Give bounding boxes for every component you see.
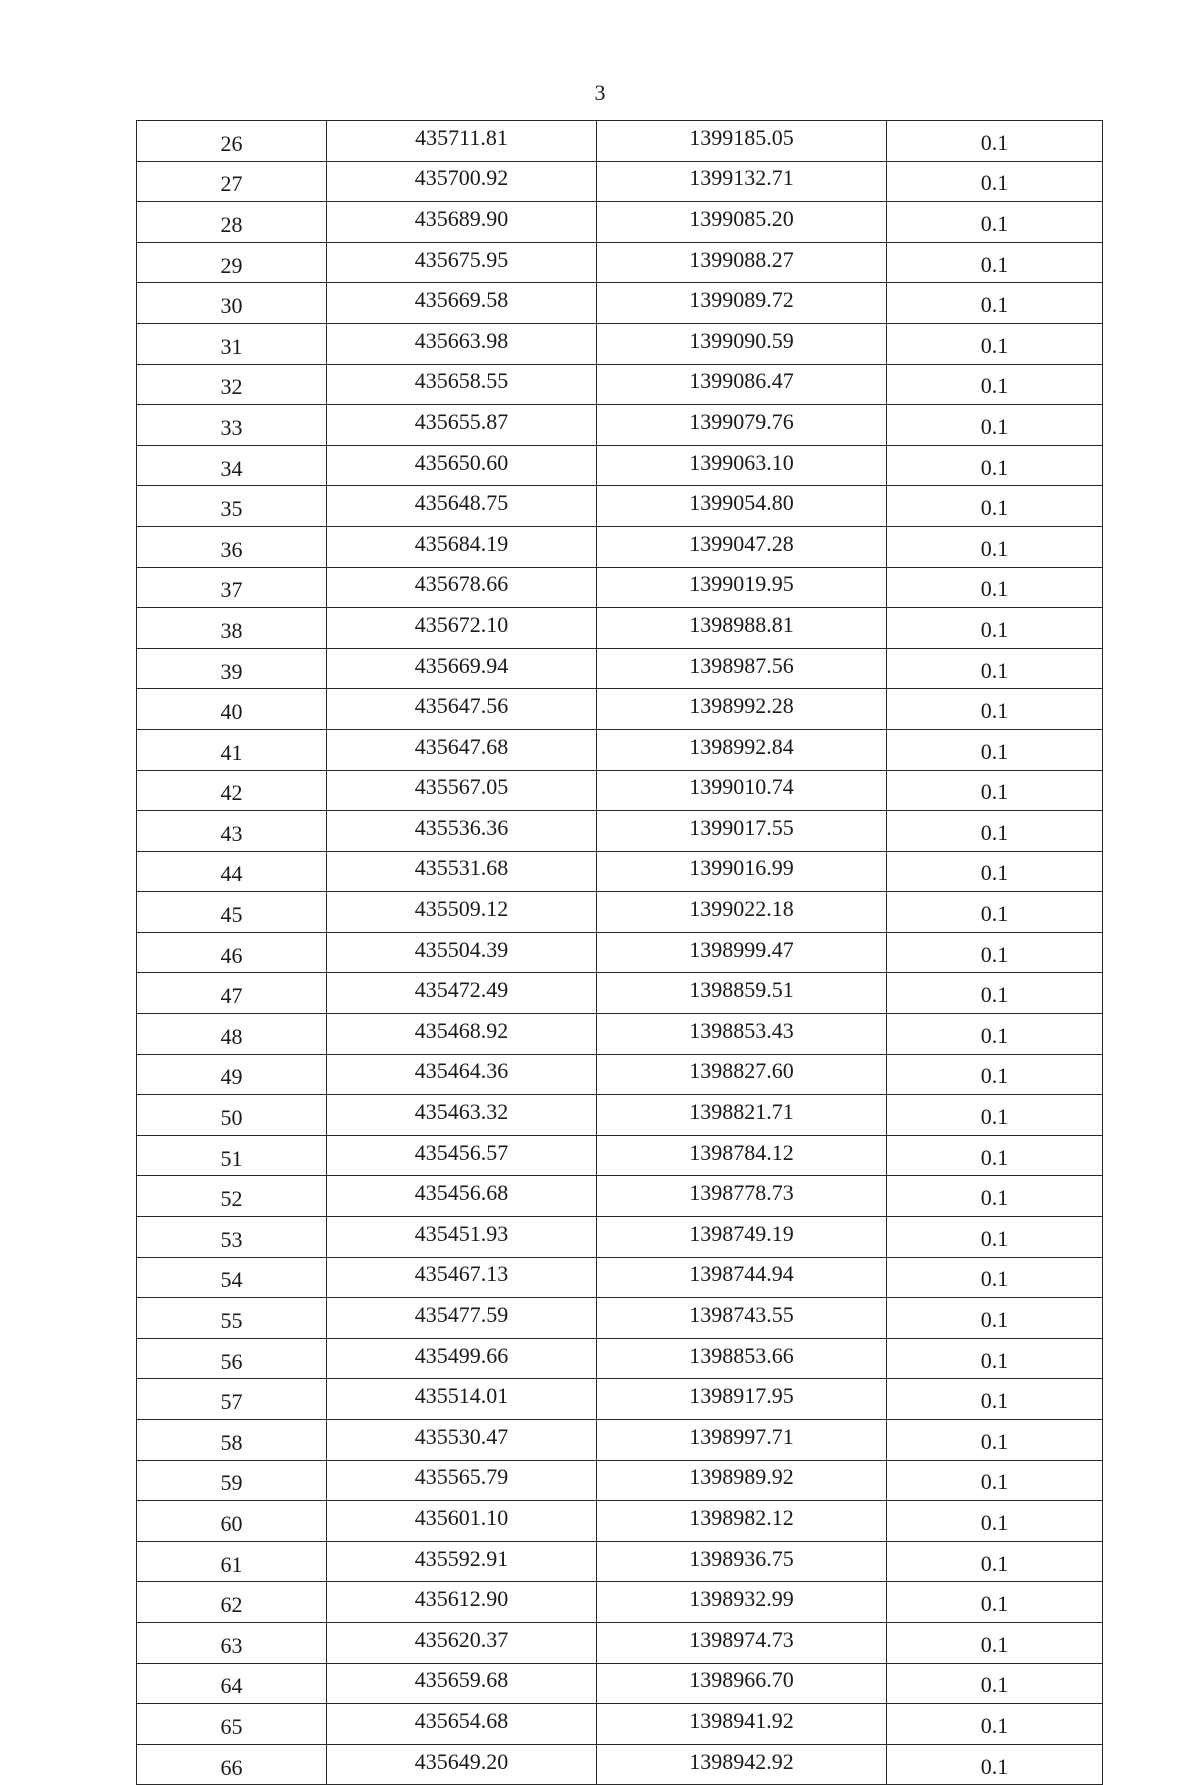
point-number-cell: 27: [137, 161, 327, 202]
x-coordinate-cell: 435672.10: [327, 608, 597, 649]
y-coordinate-cell: 1398749.19: [597, 1217, 887, 1258]
y-coordinate-cell: 1398932.99: [597, 1582, 887, 1623]
y-coordinate-cell: 1398989.92: [597, 1460, 887, 1501]
table-row: [137, 1663, 1103, 1704]
table-row: [137, 1541, 1103, 1582]
y-coordinate-cell: 1398966.70: [597, 1663, 887, 1704]
table-row: [137, 1379, 1103, 1420]
y-coordinate-cell: 1399079.76: [597, 405, 887, 446]
table-row: [137, 1135, 1103, 1176]
point-number-cell: 57: [137, 1379, 327, 1420]
coordinate-table-body: [137, 121, 1103, 1785]
table-row: [137, 1298, 1103, 1339]
table-row: [137, 445, 1103, 486]
point-number-cell: 32: [137, 364, 327, 405]
y-coordinate-cell: 1398988.81: [597, 608, 887, 649]
value-cell: 0.1: [887, 445, 1103, 486]
y-coordinate-cell: 1398941.92: [597, 1704, 887, 1745]
table-row: [137, 770, 1103, 811]
x-coordinate-cell: 435620.37: [327, 1622, 597, 1663]
point-number-cell: 65: [137, 1704, 327, 1745]
y-coordinate-cell: 1399090.59: [597, 323, 887, 364]
table-row: [137, 1054, 1103, 1095]
value-cell: 0.1: [887, 405, 1103, 446]
y-coordinate-cell: 1399010.74: [597, 770, 887, 811]
y-coordinate-cell: 1398999.47: [597, 932, 887, 973]
x-coordinate-cell: 435509.12: [327, 892, 597, 933]
x-coordinate-cell: 435647.68: [327, 729, 597, 770]
y-coordinate-cell: 1399089.72: [597, 283, 887, 324]
value-cell: 0.1: [887, 242, 1103, 283]
table-row: [137, 1257, 1103, 1298]
y-coordinate-cell: 1398917.95: [597, 1379, 887, 1420]
x-coordinate-cell: 435663.98: [327, 323, 597, 364]
value-cell: 0.1: [887, 1460, 1103, 1501]
table-row: [137, 161, 1103, 202]
value-cell: 0.1: [887, 973, 1103, 1014]
y-coordinate-cell: 1399132.71: [597, 161, 887, 202]
value-cell: 0.1: [887, 1054, 1103, 1095]
table-row: [137, 526, 1103, 567]
table-row: [137, 1338, 1103, 1379]
x-coordinate-cell: 435675.95: [327, 242, 597, 283]
table-row: [137, 283, 1103, 324]
x-coordinate-cell: 435565.79: [327, 1460, 597, 1501]
y-coordinate-cell: 1398982.12: [597, 1501, 887, 1542]
table-row: [137, 405, 1103, 446]
table-row: [137, 689, 1103, 730]
value-cell: 0.1: [887, 1541, 1103, 1582]
table-row: [137, 1095, 1103, 1136]
y-coordinate-cell: 1398827.60: [597, 1054, 887, 1095]
point-number-cell: 33: [137, 405, 327, 446]
x-coordinate-cell: 435669.58: [327, 283, 597, 324]
value-cell: 0.1: [887, 1014, 1103, 1055]
y-coordinate-cell: 1399086.47: [597, 364, 887, 405]
x-coordinate-cell: 435678.66: [327, 567, 597, 608]
y-coordinate-cell: 1398744.94: [597, 1257, 887, 1298]
x-coordinate-cell: 435477.59: [327, 1298, 597, 1339]
point-number-cell: 45: [137, 892, 327, 933]
value-cell: 0.1: [887, 1135, 1103, 1176]
y-coordinate-cell: 1399088.27: [597, 242, 887, 283]
point-number-cell: 30: [137, 283, 327, 324]
point-number-cell: 37: [137, 567, 327, 608]
value-cell: 0.1: [887, 851, 1103, 892]
point-number-cell: 50: [137, 1095, 327, 1136]
table-row: [137, 608, 1103, 649]
value-cell: 0.1: [887, 161, 1103, 202]
value-cell: 0.1: [887, 770, 1103, 811]
x-coordinate-cell: 435592.91: [327, 1541, 597, 1582]
point-number-cell: 40: [137, 689, 327, 730]
point-number-cell: 53: [137, 1217, 327, 1258]
x-coordinate-cell: 435463.32: [327, 1095, 597, 1136]
y-coordinate-cell: 1398784.12: [597, 1135, 887, 1176]
point-number-cell: 29: [137, 242, 327, 283]
point-number-cell: 61: [137, 1541, 327, 1582]
point-number-cell: 58: [137, 1420, 327, 1461]
point-number-cell: 62: [137, 1582, 327, 1623]
point-number-cell: 44: [137, 851, 327, 892]
x-coordinate-cell: 435531.68: [327, 851, 597, 892]
x-coordinate-cell: 435456.68: [327, 1176, 597, 1217]
value-cell: 0.1: [887, 1744, 1103, 1785]
point-number-cell: 26: [137, 121, 327, 162]
x-coordinate-cell: 435650.60: [327, 445, 597, 486]
value-cell: 0.1: [887, 1217, 1103, 1258]
x-coordinate-cell: 435468.92: [327, 1014, 597, 1055]
y-coordinate-cell: 1399185.05: [597, 121, 887, 162]
value-cell: 0.1: [887, 1622, 1103, 1663]
point-number-cell: 49: [137, 1054, 327, 1095]
table-row: [137, 323, 1103, 364]
point-number-cell: 56: [137, 1338, 327, 1379]
table-row: [137, 1744, 1103, 1785]
x-coordinate-cell: 435601.10: [327, 1501, 597, 1542]
table-row: [137, 121, 1103, 162]
point-number-cell: 60: [137, 1501, 327, 1542]
point-number-cell: 46: [137, 932, 327, 973]
x-coordinate-cell: 435536.36: [327, 811, 597, 852]
value-cell: 0.1: [887, 1704, 1103, 1745]
table-row: [137, 202, 1103, 243]
point-number-cell: 64: [137, 1663, 327, 1704]
value-cell: 0.1: [887, 811, 1103, 852]
table-row: [137, 1622, 1103, 1663]
y-coordinate-cell: 1398974.73: [597, 1622, 887, 1663]
table-row: [137, 1014, 1103, 1055]
table-row: [137, 892, 1103, 933]
x-coordinate-cell: 435647.56: [327, 689, 597, 730]
value-cell: 0.1: [887, 364, 1103, 405]
table-row: [137, 1217, 1103, 1258]
table-row: [137, 851, 1103, 892]
point-number-cell: 41: [137, 729, 327, 770]
x-coordinate-cell: 435514.01: [327, 1379, 597, 1420]
table-row: [137, 242, 1103, 283]
y-coordinate-cell: 1399016.99: [597, 851, 887, 892]
y-coordinate-cell: 1399063.10: [597, 445, 887, 486]
y-coordinate-cell: 1399017.55: [597, 811, 887, 852]
table-row: [137, 1460, 1103, 1501]
x-coordinate-cell: 435499.66: [327, 1338, 597, 1379]
point-number-cell: 39: [137, 648, 327, 689]
y-coordinate-cell: 1398859.51: [597, 973, 887, 1014]
value-cell: 0.1: [887, 689, 1103, 730]
point-number-cell: 38: [137, 608, 327, 649]
value-cell: 0.1: [887, 1420, 1103, 1461]
y-coordinate-cell: 1398853.43: [597, 1014, 887, 1055]
point-number-cell: 51: [137, 1135, 327, 1176]
value-cell: 0.1: [887, 121, 1103, 162]
point-number-cell: 31: [137, 323, 327, 364]
point-number-cell: 47: [137, 973, 327, 1014]
point-number-cell: 36: [137, 526, 327, 567]
table-row: [137, 1176, 1103, 1217]
value-cell: 0.1: [887, 202, 1103, 243]
y-coordinate-cell: 1398936.75: [597, 1541, 887, 1582]
point-number-cell: 28: [137, 202, 327, 243]
value-cell: 0.1: [887, 526, 1103, 567]
x-coordinate-cell: 435655.87: [327, 405, 597, 446]
y-coordinate-cell: 1398987.56: [597, 648, 887, 689]
point-number-cell: 42: [137, 770, 327, 811]
table-row: [137, 729, 1103, 770]
y-coordinate-cell: 1399085.20: [597, 202, 887, 243]
x-coordinate-cell: 435451.93: [327, 1217, 597, 1258]
x-coordinate-cell: 435567.05: [327, 770, 597, 811]
point-number-cell: 54: [137, 1257, 327, 1298]
value-cell: 0.1: [887, 608, 1103, 649]
table-row: [137, 1501, 1103, 1542]
y-coordinate-cell: 1398997.71: [597, 1420, 887, 1461]
y-coordinate-cell: 1398853.66: [597, 1338, 887, 1379]
table-row: [137, 1420, 1103, 1461]
value-cell: 0.1: [887, 892, 1103, 933]
point-number-cell: 43: [137, 811, 327, 852]
x-coordinate-cell: 435649.20: [327, 1744, 597, 1785]
table-row: [137, 486, 1103, 527]
value-cell: 0.1: [887, 1379, 1103, 1420]
y-coordinate-cell: 1399054.80: [597, 486, 887, 527]
value-cell: 0.1: [887, 567, 1103, 608]
value-cell: 0.1: [887, 323, 1103, 364]
x-coordinate-cell: 435504.39: [327, 932, 597, 973]
point-number-cell: 66: [137, 1744, 327, 1785]
value-cell: 0.1: [887, 1176, 1103, 1217]
y-coordinate-cell: 1399019.95: [597, 567, 887, 608]
table-row: [137, 364, 1103, 405]
point-number-cell: 52: [137, 1176, 327, 1217]
x-coordinate-cell: 435684.19: [327, 526, 597, 567]
value-cell: 0.1: [887, 1257, 1103, 1298]
x-coordinate-cell: 435669.94: [327, 648, 597, 689]
x-coordinate-cell: 435472.49: [327, 973, 597, 1014]
value-cell: 0.1: [887, 1663, 1103, 1704]
value-cell: 0.1: [887, 729, 1103, 770]
table-row: [137, 567, 1103, 608]
y-coordinate-cell: 1398992.28: [597, 689, 887, 730]
x-coordinate-cell: 435700.92: [327, 161, 597, 202]
table-row: [137, 973, 1103, 1014]
table-row: [137, 811, 1103, 852]
value-cell: 0.1: [887, 648, 1103, 689]
coordinate-table: [136, 120, 1103, 1785]
y-coordinate-cell: 1399047.28: [597, 526, 887, 567]
table-row: [137, 1582, 1103, 1623]
value-cell: 0.1: [887, 283, 1103, 324]
point-number-cell: 34: [137, 445, 327, 486]
y-coordinate-cell: 1398778.73: [597, 1176, 887, 1217]
point-number-cell: 35: [137, 486, 327, 527]
x-coordinate-cell: 435658.55: [327, 364, 597, 405]
point-number-cell: 63: [137, 1622, 327, 1663]
y-coordinate-cell: 1398743.55: [597, 1298, 887, 1339]
value-cell: 0.1: [887, 1338, 1103, 1379]
x-coordinate-cell: 435648.75: [327, 486, 597, 527]
x-coordinate-cell: 435654.68: [327, 1704, 597, 1745]
x-coordinate-cell: 435711.81: [327, 121, 597, 162]
point-number-cell: 55: [137, 1298, 327, 1339]
table-row: [137, 1704, 1103, 1745]
y-coordinate-cell: 1398942.92: [597, 1744, 887, 1785]
value-cell: 0.1: [887, 1298, 1103, 1339]
value-cell: 0.1: [887, 486, 1103, 527]
x-coordinate-cell: 435464.36: [327, 1054, 597, 1095]
value-cell: 0.1: [887, 1095, 1103, 1136]
table-row: [137, 932, 1103, 973]
x-coordinate-cell: 435456.57: [327, 1135, 597, 1176]
page-number: 3: [594, 80, 606, 105]
table-row: [137, 648, 1103, 689]
x-coordinate-cell: 435530.47: [327, 1420, 597, 1461]
point-number-cell: 59: [137, 1460, 327, 1501]
y-coordinate-cell: 1398821.71: [597, 1095, 887, 1136]
y-coordinate-cell: 1399022.18: [597, 892, 887, 933]
x-coordinate-cell: 435612.90: [327, 1582, 597, 1623]
x-coordinate-cell: 435467.13: [327, 1257, 597, 1298]
value-cell: 0.1: [887, 932, 1103, 973]
x-coordinate-cell: 435659.68: [327, 1663, 597, 1704]
point-number-cell: 48: [137, 1014, 327, 1055]
value-cell: 0.1: [887, 1582, 1103, 1623]
x-coordinate-cell: 435689.90: [327, 202, 597, 243]
y-coordinate-cell: 1398992.84: [597, 729, 887, 770]
value-cell: 0.1: [887, 1501, 1103, 1542]
